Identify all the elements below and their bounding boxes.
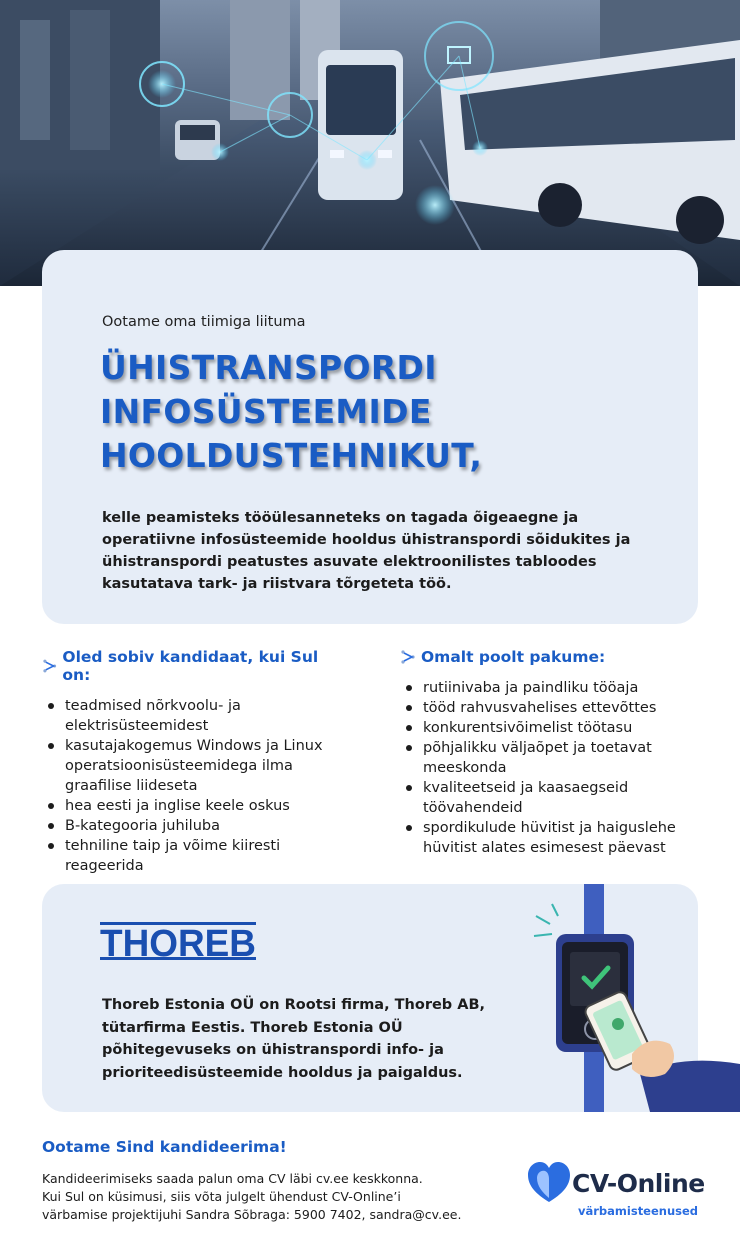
cta-text <box>42 1170 502 1224</box>
cta-title: Ootame Sind kandideerima! <box>42 1138 287 1156</box>
offer-heading <box>400 648 700 666</box>
headline-line-1: ÜHISTRANSPORDI <box>100 348 437 387</box>
bus-street-illustration <box>0 0 740 286</box>
offer-section <box>400 648 700 858</box>
cv-online-heart-icon <box>526 1160 572 1206</box>
list-item: tööd rahvusvahelises ettevõttes <box>400 698 700 718</box>
requirements-section <box>42 648 342 876</box>
headline-line-2: INFOSÜSTEEMIDE <box>100 392 432 431</box>
hero-image <box>0 0 740 286</box>
list-item: teadmised nõrkvoolu- ja elektrisüsteemidest <box>42 696 342 736</box>
cv-online-subtitle: värbamisteenused <box>578 1204 699 1218</box>
cta-line-1: Kandideerimiseks saada palun oma CV läbi cv.ee keskkonna. <box>42 1171 423 1186</box>
list-item: põhjalikku väljaõpet ja toetavat meeskonda <box>400 738 700 778</box>
intro-description: kelle peamisteks tööülesanneteks on tagada õigeaegne ja operatiivne infosüsteemide hooldus ühistranspordi sõidukites ja ühistranspordi peatustes asuvate elektroonilistes tabloodes kasutatava tark- ja riistvara tõrgeteta töö. <box>102 510 631 592</box>
requirements-heading <box>42 648 342 684</box>
cv-online-name: CV-Online <box>572 1168 705 1198</box>
headline-line-3: HOOLDUSTEHNIKUT, <box>100 436 483 475</box>
requirements-list <box>42 696 342 876</box>
offer-list <box>400 678 700 858</box>
list-item: spordikulude hüvitist ja haiguslehe hüvitist alates esimesest päevast <box>400 818 700 858</box>
cta-line-2: Kui Sul on küsimusi, siis võta julgelt ühendust CV-Online’i <box>42 1189 401 1204</box>
requirements-title: Oled sobiv kandidaat, kui Sul on: <box>62 648 319 684</box>
ticket-validator-illustration <box>520 884 740 1112</box>
cv-online-logo <box>526 1160 705 1218</box>
cta-line-3: värbamise projektijuhi Sandra Sõbraga: 5900 7402, sandra@cv.ee. <box>42 1207 462 1222</box>
job-title-headline <box>100 346 660 478</box>
list-item: konkurentsivõimelist töötasu <box>400 718 700 738</box>
list-item: tehniline taip ja võime kiiresti reageerida <box>42 836 342 876</box>
list-item: kvaliteetseid ja kaasaegseid töövahendeid <box>400 778 700 818</box>
intro-lead: Ootame oma tiimiga liituma <box>102 314 306 330</box>
list-item: B-kategooria juhiluba <box>42 816 342 836</box>
offer-title: Omalt poolt pakume: <box>421 648 606 666</box>
arrow-icon <box>42 658 59 674</box>
list-item: rutiinivaba ja paindliku tööaja <box>400 678 700 698</box>
intro-card <box>42 250 698 624</box>
thoreb-logo <box>100 918 260 964</box>
arrow-icon <box>400 649 418 665</box>
list-item: hea eesti ja inglise keele oskus <box>42 796 342 816</box>
thoreb-logo-text: THOREB <box>100 923 256 964</box>
company-description: Thoreb Estonia OÜ on Rootsi firma, Thoreb AB, tütarfirma Eestis. Thoreb Estonia OÜ põhitegevuseks on ühistranspordi info- ja prioriteedisüsteemide hooldus ja paigaldus. <box>102 997 486 1081</box>
list-item: kasutajakogemus Windows ja Linux operatsioonisüsteemidega ilma graafilise liideseta <box>42 736 342 796</box>
